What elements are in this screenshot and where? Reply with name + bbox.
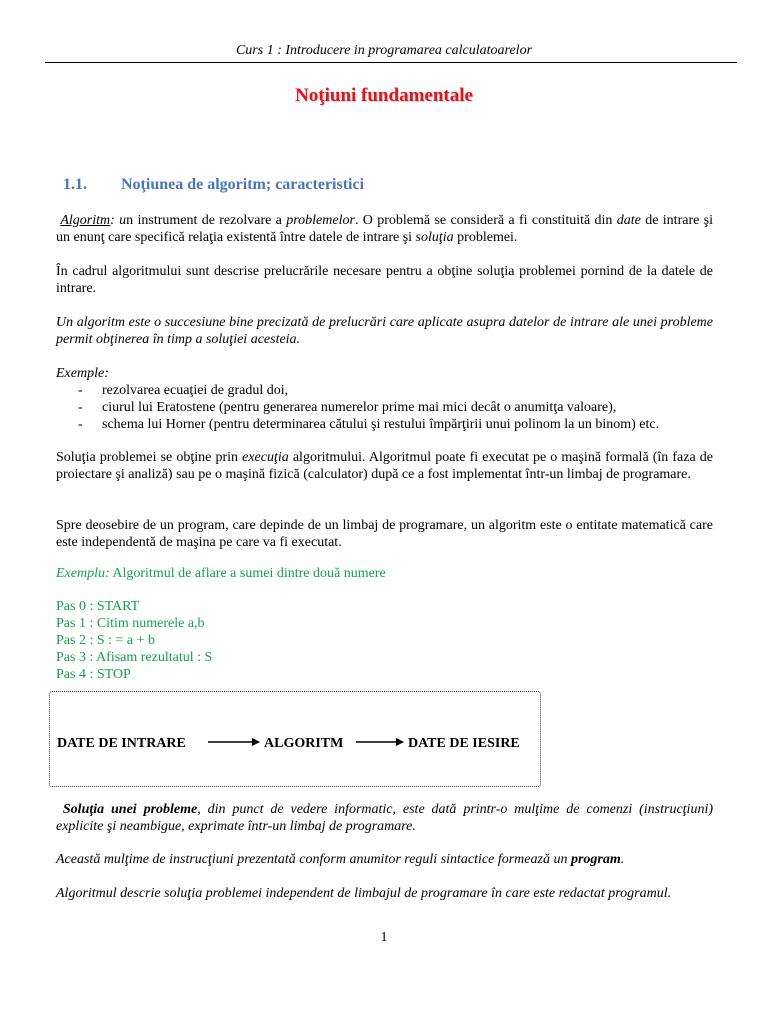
section-title: Noţiunea de algoritm; caracteristici [121,176,365,193]
diagram-output-label: DATE DE IESIRE [408,736,520,751]
step-line: Pas 3 : Afisam rezultatul : S [56,650,213,665]
header-rule [45,62,737,63]
list-item: - schema lui Horner (pentru determinarea cătului şi restului împărţirii unui polinom la un binom) etc. [56,416,713,433]
step-line: Pas 4 : STOP [56,667,131,682]
running-header: Curs 1 : Introducere in programarea calculatoarelor [235,43,533,58]
diagram-algorithm-label: ALGORITM [264,736,344,751]
paragraph-program: Această mulţime de instrucţiuni prezentată conform anumitor reguli sintactice formează un program. [56,852,625,867]
paragraph-prelucrari: În cadrul algoritmului sunt descrise prelucrările necesare pentru a obţine soluţia problemei pornind de la datele de intrare. [56,264,713,296]
algorithm-steps [56,598,713,683]
step-line: Pas 2 : S : = a + b [56,633,156,648]
algorithm-diagram [49,691,541,787]
paragraph-program-vs-algoritm: Spre deosebire de un program, care depinde de un limbaj de programare, un algoritm este o entitate matematică care este independentă de maşina pe care va fi executat. [56,518,713,550]
arrow-right-icon [356,735,404,749]
paragraph-independent: Algoritmul descrie soluţia problemei independent de limbajul de programare în care este redactat programul. [56,886,672,901]
examples-section [56,365,713,433]
step-line: Pas 0 : START [56,599,140,614]
term-algoritm: Algoritm [60,213,111,228]
section-heading [63,176,364,194]
arrow-right-icon [208,735,260,749]
diagram-input-label: DATE DE INTRARE [57,736,186,751]
paragraph-solutie: Soluţia unei probleme, din punct de vedere informatic, este dată printr-o mulţime de comenzi (instrucţiuni) explicite şi neambigue, exprimate într-un limbaj de programare. [56,802,713,834]
examples-label: Exemple: [56,366,109,381]
section-number: 1.1. [63,176,87,193]
example-sum: Exemplu: Algoritmul de aflare a sumei dintre două numere [56,566,386,581]
paragraph-definition: Algoritm: un instrument de rezolvare a problemelor. O problemă se consideră a fi constituită din date de intrare şi un enunţ care specifică relaţia existentă între datele de intrare şi soluţia problemei. [56,213,713,245]
examples-list [56,382,713,433]
paragraph-executie: Soluţia problemei se obţine prin execuţia algoritmului. Algoritmul poate fi executat pe o maşină formală (în faza de proiectare şi analiză) sau pe o maşină fizică (calculator) după ce a fost implementat într-un limbaj de programare. [56,450,713,482]
list-item: - rezolvarea ecuaţiei de gradul doi, [56,382,713,399]
paragraph-algoritm-definition: Un algoritm este o succesiune bine precizată de prelucrări care aplicate asupra datelor de intrare ale unei probleme permit obţinerea în timp a soluţiei acesteia. [56,315,713,347]
list-item: - ciurul lui Eratostene (pentru generarea numerelor prime mai mici decât o anumitţa valoare), [56,399,713,416]
page-number: 1 [380,930,388,945]
page-title: Noţiuni fundamentale [295,85,473,106]
step-line: Pas 1 : Citim numerele a,b [56,616,205,631]
